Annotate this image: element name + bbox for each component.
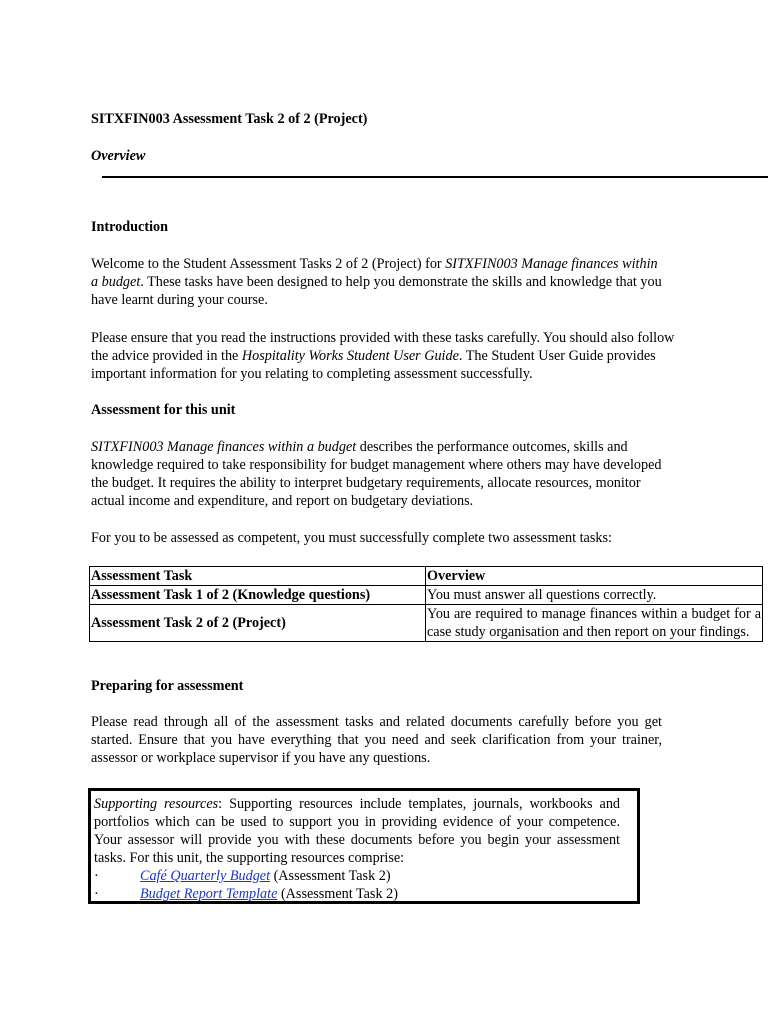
- budget-report-template-link[interactable]: Budget Report Template: [140, 886, 278, 902]
- horizontal-rule: [102, 176, 768, 178]
- resource-suffix: (Assessment Task 2): [270, 868, 391, 884]
- ensure-text-part1: Please ensure that you read the instructions provided with these tasks carefully. You should also follow the advice provided in the: [91, 330, 675, 364]
- overview-heading: Overview: [91, 148, 146, 164]
- supporting-resources-text: [94, 795, 620, 867]
- assessment-tasks-table: [89, 566, 763, 642]
- intro-text-part2: . These tasks have been designed to help you demonstrate the skills and knowledge that you have learnt during your course.: [91, 274, 662, 308]
- assess-unit-name: SITXFIN003 Manage finances within a budget: [91, 439, 357, 455]
- table-header-overview: Overview: [426, 567, 763, 586]
- instructions-paragraph: [91, 329, 676, 383]
- resource-list-item: [94, 885, 398, 903]
- table-cell-task: Assessment Task 1 of 2 (Knowledge questions): [90, 586, 426, 605]
- bullet-icon: ·: [94, 868, 99, 884]
- preparing-heading: Preparing for assessment: [91, 678, 244, 694]
- intro-unit-name: SITXFIN003 Manage finances within a budget: [91, 256, 658, 290]
- user-guide-title: Hospitality Works Student User Guide: [241, 348, 459, 364]
- assessment-unit-heading: Assessment for this unit: [91, 402, 236, 418]
- table-header-row: [90, 567, 763, 586]
- competency-paragraph: For you to be assessed as competent, you must successfully complete two assessment tasks:: [91, 530, 612, 546]
- supporting-resources-label: Supporting resources: [94, 796, 219, 812]
- supporting-resources-description: : Supporting resources include templates, journals, workbooks and portfolios which can be used to support you in providing evidence of your competence. Your assessor will provide you with these documents before you begin your assessment tasks. For this unit, the supporting resources comprise:: [94, 796, 621, 866]
- table-cell-task: Assessment Task 2 of 2 (Project): [90, 605, 426, 642]
- cafe-quarterly-budget-link[interactable]: Café Quarterly Budget: [140, 868, 271, 884]
- table-row: [90, 605, 763, 642]
- document-title: SITXFIN003 Assessment Task 2 of 2 (Project): [91, 111, 368, 127]
- table-row: [90, 586, 763, 605]
- resource-suffix: (Assessment Task 2): [277, 886, 398, 902]
- table-cell-overview: You must answer all questions correctly.: [426, 586, 763, 605]
- bullet-icon: ·: [94, 886, 99, 902]
- table-cell-overview: You are required to manage finances within a budget for a case study organisation and then report on your findings.: [427, 606, 761, 640]
- intro-text-part1: Welcome to the Student Assessment Tasks 2 of 2 (Project) for: [91, 256, 446, 272]
- assess-text: describes the performance outcomes, skills and knowledge required to take responsibility for budget management where others may have developed the budget. It requires the ability to interpret budgetary requirements, allocate resources, monitor actual income and expenditure, and report on budgetary deviations.: [91, 439, 662, 509]
- introduction-heading: Introduction: [91, 219, 168, 235]
- introduction-paragraph: [91, 255, 666, 309]
- preparing-paragraph: Please read through all of the assessment tasks and related documents carefully before you get started. Ensure that you have everything that you need and seek clarification from your trainer, assessor or workplace supervisor if you have any questions.: [91, 714, 662, 766]
- ensure-text-part2: . The Student User Guide provides important information for you relating to completing assessment successfully.: [91, 348, 656, 382]
- assessment-unit-paragraph: [91, 438, 666, 510]
- resource-list-item: [94, 867, 391, 885]
- table-header-task: Assessment Task: [90, 567, 426, 586]
- supporting-resources-box: [88, 788, 640, 904]
